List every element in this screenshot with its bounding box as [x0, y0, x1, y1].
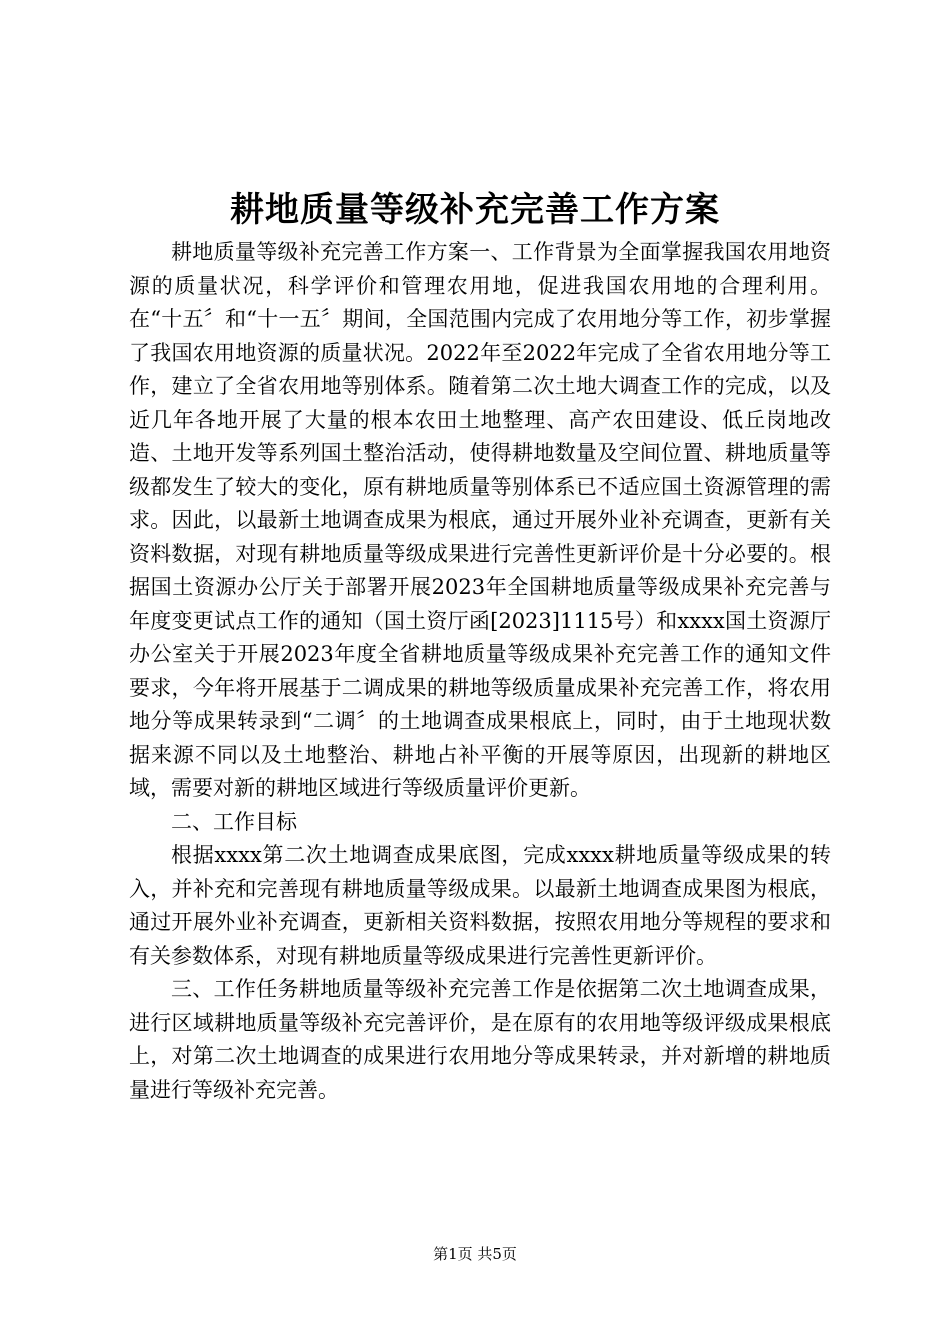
- document-body: [129, 236, 831, 1107]
- paragraph-goals-heading: 二、工作目标: [171, 809, 297, 834]
- paragraph-goals: 根据xxxx第二次土地调查成果底图，完成xxxx耕地质量等级成果的转入，并补充和完善现有耕地质量等级成果。以最新土地调查成果图为根底，通过开展外业补充调查，更新相关资料数据，按照农用地分等规程的要求和有关参数体系，对现有耕地质量等级成果进行完善性更新评价。: [129, 843, 831, 968]
- paragraph-tasks: 三、工作任务耕地质量等级补充完善工作是依据第二次土地调查成果，进行区域耕地质量等级补充完善评价，是在原有的农用地等级评级成果根底上，对第二次土地调查的成果进行农用地分等成果转录，并对新增的耕地质量进行等级补充完善。: [129, 977, 831, 1102]
- document-title: 耕地质量等级补充完善工作方案: [230, 190, 720, 230]
- page-footer: 第1页 共5页: [433, 1245, 517, 1263]
- paragraph-background: 耕地质量等级补充完善工作方案一、工作背景为全面掌握我国农用地资源的质量状况，科学评价和管理农用地，促进我国农用地的合理利用。在“十五〞和“十一五〞期间，全国范围内完成了农用地分等工作，初步掌握了我国农用地资源的质量状况。2022年至2022年完成了全省农用地分等工作，建立了全省农用地等别体系。随着第二次土地大调查工作的完成，以及近几年各地开展了大量的根本农田土地整理、高产农田建设、低丘岗地改造、土地开发等系列国土整治活动，使得耕地数量及空间位置、耕地质量等级都发生了较大的变化，原有耕地质量等别体系已不适应国土资源管理的需求。因此，以最新土地调查成果为根底，通过开展外业补充调查，更新有关资料数据，对现有耕地质量等级成果进行完善性更新评价是十分必要的。根据国土资源办公厅关于部署开展2023年全国耕地质量等级成果补充完善与年度变更试点工作的通知（国土资厅函[2023]1115号）和xxxx国土资源厅办公室关于开展2023年度全省耕地质量等级成果补充完善工作的通知文件要求，今年将开展基于二调成果的耕地等级质量成果补充完善工作，将农用地分等成果转录到“二调〞的土地调查成果根底上，同时，由于土地现状数据来源不同以及土地整治、耕地占补平衡的开展等原因，出现新的耕地区域，需要对新的耕地区域进行等级质量评价更新。: [129, 240, 831, 800]
